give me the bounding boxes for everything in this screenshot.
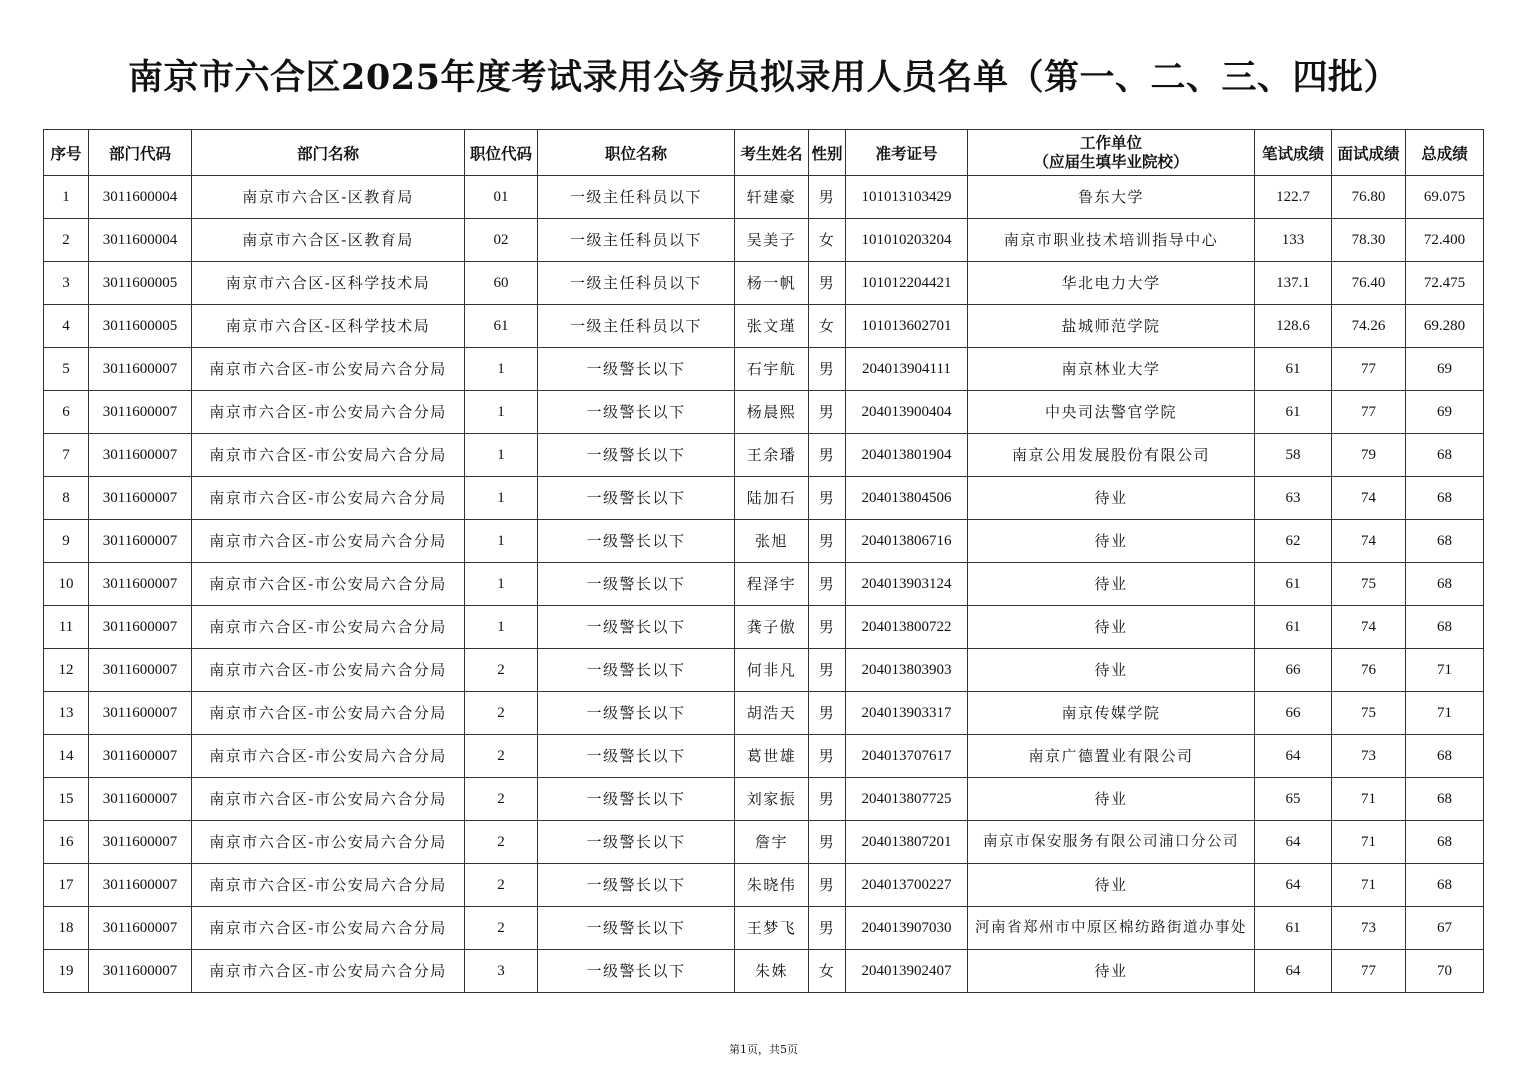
cell-gender: 男: [809, 606, 846, 649]
cell-employer: 待业: [968, 649, 1255, 692]
cell-index: 13: [44, 692, 89, 735]
cell-interview: 77: [1332, 348, 1406, 391]
cell-written: 61: [1255, 391, 1332, 434]
cell-written: 122.7: [1255, 176, 1332, 219]
cell-dept-name: 南京市六合区-市公安局六合分局: [192, 606, 465, 649]
cell-pos-code: 2: [465, 778, 538, 821]
cell-gender: 男: [809, 391, 846, 434]
cell-dept-code: 3011600007: [89, 434, 192, 477]
cell-written: 137.1: [1255, 262, 1332, 305]
cell-dept-name: 南京市六合区-市公安局六合分局: [192, 692, 465, 735]
cell-pos-code: 2: [465, 735, 538, 778]
cell-pos-name: 一级警长以下: [538, 778, 735, 821]
cell-total: 70: [1406, 950, 1484, 993]
cell-interview: 79: [1332, 434, 1406, 477]
cell-ticket: 204013904111: [846, 348, 968, 391]
table-row: [44, 907, 1484, 950]
table-row: [44, 477, 1484, 520]
cell-dept-name: 南京市六合区-市公安局六合分局: [192, 864, 465, 907]
cell-ticket: 204013807725: [846, 778, 968, 821]
cell-written: 65: [1255, 778, 1332, 821]
cell-name: 张文瑾: [735, 305, 809, 348]
cell-gender: 男: [809, 692, 846, 735]
cell-index: 2: [44, 219, 89, 262]
cell-dept-name: 南京市六合区-市公安局六合分局: [192, 348, 465, 391]
header-interview: 面试成绩: [1332, 130, 1406, 176]
cell-pos-code: 2: [465, 907, 538, 950]
cell-written: 61: [1255, 563, 1332, 606]
cell-gender: 男: [809, 176, 846, 219]
cell-dept-code: 3011600007: [89, 606, 192, 649]
table-row: [44, 821, 1484, 864]
cell-gender: 男: [809, 778, 846, 821]
cell-dept-code: 3011600007: [89, 520, 192, 563]
cell-pos-name: 一级警长以下: [538, 692, 735, 735]
table-header-row: [44, 130, 1484, 176]
cell-pos-code: 2: [465, 692, 538, 735]
cell-total: 72.400: [1406, 219, 1484, 262]
table-row: [44, 735, 1484, 778]
table-row: [44, 434, 1484, 477]
cell-dept-code: 3011600007: [89, 821, 192, 864]
cell-total: 71: [1406, 692, 1484, 735]
cell-ticket: 204013707617: [846, 735, 968, 778]
cell-name: 葛世雄: [735, 735, 809, 778]
cell-interview: 75: [1332, 563, 1406, 606]
cell-written: 64: [1255, 735, 1332, 778]
cell-index: 8: [44, 477, 89, 520]
cell-employer: 待业: [968, 950, 1255, 993]
cell-interview: 71: [1332, 821, 1406, 864]
cell-written: 133: [1255, 219, 1332, 262]
cell-pos-name: 一级主任科员以下: [538, 219, 735, 262]
cell-written: 58: [1255, 434, 1332, 477]
header-ticket: 准考证号: [846, 130, 968, 176]
cell-interview: 73: [1332, 907, 1406, 950]
cell-written: 64: [1255, 821, 1332, 864]
cell-name: 王梦飞: [735, 907, 809, 950]
cell-name: 胡浩天: [735, 692, 809, 735]
cell-written: 128.6: [1255, 305, 1332, 348]
cell-written: 62: [1255, 520, 1332, 563]
cell-index: 15: [44, 778, 89, 821]
cell-pos-name: 一级警长以下: [538, 735, 735, 778]
header-employer-line1: 工作单位: [1079, 133, 1142, 152]
cell-gender: 男: [809, 348, 846, 391]
cell-pos-code: 3: [465, 950, 538, 993]
cell-written: 63: [1255, 477, 1332, 520]
header-employer: [968, 130, 1255, 176]
cell-pos-code: 1: [465, 391, 538, 434]
cell-name: 陆加石: [735, 477, 809, 520]
cell-dept-code: 3011600007: [89, 391, 192, 434]
table-row: [44, 262, 1484, 305]
cell-employer: 南京林业大学: [968, 348, 1255, 391]
cell-name: 朱姝: [735, 950, 809, 993]
cell-pos-name: 一级警长以下: [538, 563, 735, 606]
cell-dept-code: 3011600007: [89, 778, 192, 821]
cell-written: 61: [1255, 606, 1332, 649]
cell-name: 何非凡: [735, 649, 809, 692]
header-total: 总成绩: [1406, 130, 1484, 176]
cell-employer: 南京公用发展股份有限公司: [968, 434, 1255, 477]
cell-employer: 南京广德置业有限公司: [968, 735, 1255, 778]
cell-interview: 74: [1332, 606, 1406, 649]
cell-gender: 女: [809, 219, 846, 262]
cell-dept-name: 南京市六合区-市公安局六合分局: [192, 950, 465, 993]
cell-name: 龚子傲: [735, 606, 809, 649]
cell-total: 68: [1406, 735, 1484, 778]
cell-dept-code: 3011600007: [89, 563, 192, 606]
cell-gender: 女: [809, 305, 846, 348]
cell-employer: 待业: [968, 864, 1255, 907]
cell-written: 64: [1255, 864, 1332, 907]
cell-employer: 待业: [968, 778, 1255, 821]
cell-gender: 男: [809, 262, 846, 305]
cell-name: 石宇航: [735, 348, 809, 391]
cell-dept-code: 3011600004: [89, 176, 192, 219]
cell-interview: 71: [1332, 864, 1406, 907]
cell-ticket: 204013803903: [846, 649, 968, 692]
cell-dept-name: 南京市六合区-区教育局: [192, 176, 465, 219]
cell-gender: 男: [809, 907, 846, 950]
cell-employer: 待业: [968, 606, 1255, 649]
cell-index: 18: [44, 907, 89, 950]
cell-name: 杨一帆: [735, 262, 809, 305]
cell-name: 吴美子: [735, 219, 809, 262]
cell-name: 王余璠: [735, 434, 809, 477]
cell-written: 64: [1255, 950, 1332, 993]
cell-ticket: 204013807201: [846, 821, 968, 864]
cell-dept-code: 3011600007: [89, 864, 192, 907]
cell-employer: 待业: [968, 520, 1255, 563]
cell-index: 16: [44, 821, 89, 864]
cell-pos-name: 一级警长以下: [538, 950, 735, 993]
table-row: [44, 391, 1484, 434]
cell-pos-code: 01: [465, 176, 538, 219]
cell-gender: 女: [809, 950, 846, 993]
cell-ticket: 204013806716: [846, 520, 968, 563]
cell-name: 詹宇: [735, 821, 809, 864]
cell-index: 11: [44, 606, 89, 649]
cell-gender: 男: [809, 477, 846, 520]
cell-name: 朱晓伟: [735, 864, 809, 907]
table-row: [44, 219, 1484, 262]
cell-ticket: 204013800722: [846, 606, 968, 649]
cell-pos-name: 一级警长以下: [538, 821, 735, 864]
cell-index: 6: [44, 391, 89, 434]
cell-ticket: 204013903317: [846, 692, 968, 735]
cell-pos-name: 一级警长以下: [538, 606, 735, 649]
header-index: 序号: [44, 130, 89, 176]
cell-total: 72.475: [1406, 262, 1484, 305]
cell-name: 轩建豪: [735, 176, 809, 219]
cell-interview: 77: [1332, 950, 1406, 993]
cell-index: 4: [44, 305, 89, 348]
cell-dept-code: 3011600007: [89, 692, 192, 735]
cell-dept-code: 3011600007: [89, 348, 192, 391]
cell-pos-name: 一级警长以下: [538, 434, 735, 477]
cell-employer: 鲁东大学: [968, 176, 1255, 219]
cell-employer: 南京市保安服务有限公司浦口分公司: [968, 821, 1255, 864]
cell-dept-code: 3011600004: [89, 219, 192, 262]
cell-written: 61: [1255, 348, 1332, 391]
cell-pos-code: 2: [465, 864, 538, 907]
cell-total: 68: [1406, 864, 1484, 907]
cell-dept-code: 3011600007: [89, 649, 192, 692]
cell-gender: 男: [809, 563, 846, 606]
cell-ticket: 204013902407: [846, 950, 968, 993]
header-pos-name: 职位名称: [538, 130, 735, 176]
cell-pos-name: 一级主任科员以下: [538, 176, 735, 219]
cell-total: 71: [1406, 649, 1484, 692]
cell-interview: 76.40: [1332, 262, 1406, 305]
header-pos-code: 职位代码: [465, 130, 538, 176]
cell-index: 3: [44, 262, 89, 305]
cell-interview: 74: [1332, 520, 1406, 563]
cell-total: 68: [1406, 563, 1484, 606]
cell-name: 刘家振: [735, 778, 809, 821]
cell-index: 10: [44, 563, 89, 606]
cell-total: 69.075: [1406, 176, 1484, 219]
cell-ticket: 204013903124: [846, 563, 968, 606]
cell-dept-code: 3011600007: [89, 950, 192, 993]
cell-pos-name: 一级警长以下: [538, 520, 735, 563]
table-row: [44, 305, 1484, 348]
cell-dept-name: 南京市六合区-市公安局六合分局: [192, 391, 465, 434]
cell-name: 张旭: [735, 520, 809, 563]
cell-employer: 南京市职业技术培训指导中心: [968, 219, 1255, 262]
cell-total: 69: [1406, 391, 1484, 434]
cell-pos-code: 61: [465, 305, 538, 348]
cell-employer: 河南省郑州市中原区棉纺路街道办事处: [968, 907, 1255, 950]
cell-employer: 中央司法警官学院: [968, 391, 1255, 434]
cell-interview: 76.80: [1332, 176, 1406, 219]
cell-total: 68: [1406, 520, 1484, 563]
cell-interview: 75: [1332, 692, 1406, 735]
cell-written: 61: [1255, 907, 1332, 950]
header-dept-name: 部门名称: [192, 130, 465, 176]
cell-total: 68: [1406, 778, 1484, 821]
cell-dept-name: 南京市六合区-区科学技术局: [192, 262, 465, 305]
header-employer-line2: （应届生填毕业院校）: [1033, 152, 1189, 171]
cell-gender: 男: [809, 821, 846, 864]
cell-ticket: 204013700227: [846, 864, 968, 907]
cell-ticket: 204013907030: [846, 907, 968, 950]
cell-total: 68: [1406, 477, 1484, 520]
cell-pos-name: 一级主任科员以下: [538, 262, 735, 305]
cell-written: 66: [1255, 692, 1332, 735]
cell-pos-name: 一级警长以下: [538, 477, 735, 520]
cell-pos-name: 一级主任科员以下: [538, 305, 735, 348]
cell-ticket: 204013801904: [846, 434, 968, 477]
table-row: [44, 348, 1484, 391]
cell-dept-name: 南京市六合区-市公安局六合分局: [192, 821, 465, 864]
cell-total: 68: [1406, 606, 1484, 649]
cell-dept-name: 南京市六合区-市公安局六合分局: [192, 778, 465, 821]
cell-index: 12: [44, 649, 89, 692]
table-body: [44, 176, 1484, 993]
cell-employer: 南京传媒学院: [968, 692, 1255, 735]
cell-index: 1: [44, 176, 89, 219]
cell-pos-name: 一级警长以下: [538, 864, 735, 907]
cell-name: 程泽宇: [735, 563, 809, 606]
cell-pos-code: 1: [465, 434, 538, 477]
cell-gender: 男: [809, 520, 846, 563]
table-row: [44, 649, 1484, 692]
cell-dept-name: 南京市六合区-区科学技术局: [192, 305, 465, 348]
cell-pos-name: 一级警长以下: [538, 649, 735, 692]
cell-gender: 男: [809, 864, 846, 907]
cell-index: 19: [44, 950, 89, 993]
cell-interview: 76: [1332, 649, 1406, 692]
cell-index: 17: [44, 864, 89, 907]
page-title: 南京市六合区2025年度考试录用公务员拟录用人员名单（第一、二、三、四批）: [128, 57, 1399, 98]
cell-index: 5: [44, 348, 89, 391]
cell-dept-code: 3011600005: [89, 305, 192, 348]
cell-employer: 待业: [968, 477, 1255, 520]
cell-pos-code: 1: [465, 477, 538, 520]
cell-total: 67: [1406, 907, 1484, 950]
table-row: [44, 950, 1484, 993]
table-row: [44, 176, 1484, 219]
cell-interview: 78.30: [1332, 219, 1406, 262]
cell-dept-name: 南京市六合区-市公安局六合分局: [192, 907, 465, 950]
table-row: [44, 778, 1484, 821]
cell-pos-code: 60: [465, 262, 538, 305]
cell-ticket: 101013602701: [846, 305, 968, 348]
cell-total: 69: [1406, 348, 1484, 391]
cell-pos-code: 1: [465, 348, 538, 391]
cell-interview: 74: [1332, 477, 1406, 520]
cell-pos-name: 一级警长以下: [538, 907, 735, 950]
cell-gender: 男: [809, 434, 846, 477]
cell-interview: 71: [1332, 778, 1406, 821]
cell-ticket: 101013103429: [846, 176, 968, 219]
cell-dept-code: 3011600005: [89, 262, 192, 305]
cell-pos-code: 2: [465, 649, 538, 692]
cell-dept-name: 南京市六合区-市公安局六合分局: [192, 649, 465, 692]
cell-employer: 待业: [968, 563, 1255, 606]
candidate-table: [43, 129, 1484, 993]
cell-index: 14: [44, 735, 89, 778]
table-row: [44, 864, 1484, 907]
cell-dept-code: 3011600007: [89, 907, 192, 950]
cell-ticket: 204013900404: [846, 391, 968, 434]
cell-dept-name: 南京市六合区-市公安局六合分局: [192, 735, 465, 778]
cell-dept-code: 3011600007: [89, 477, 192, 520]
table-row: [44, 606, 1484, 649]
cell-interview: 77: [1332, 391, 1406, 434]
cell-ticket: 101012204421: [846, 262, 968, 305]
cell-index: 7: [44, 434, 89, 477]
cell-dept-name: 南京市六合区-区教育局: [192, 219, 465, 262]
cell-gender: 男: [809, 649, 846, 692]
cell-total: 68: [1406, 434, 1484, 477]
cell-ticket: 204013804506: [846, 477, 968, 520]
header-name: 考生姓名: [735, 130, 809, 176]
cell-gender: 男: [809, 735, 846, 778]
cell-written: 66: [1255, 649, 1332, 692]
table-row: [44, 692, 1484, 735]
cell-pos-code: 1: [465, 606, 538, 649]
cell-pos-name: 一级警长以下: [538, 391, 735, 434]
cell-total: 69.280: [1406, 305, 1484, 348]
cell-pos-code: 1: [465, 563, 538, 606]
cell-pos-code: 1: [465, 520, 538, 563]
cell-pos-name: 一级警长以下: [538, 348, 735, 391]
header-dept-code: 部门代码: [89, 130, 192, 176]
cell-interview: 74.26: [1332, 305, 1406, 348]
cell-dept-name: 南京市六合区-市公安局六合分局: [192, 477, 465, 520]
cell-employer: 盐城师范学院: [968, 305, 1255, 348]
cell-total: 68: [1406, 821, 1484, 864]
cell-dept-name: 南京市六合区-市公安局六合分局: [192, 520, 465, 563]
cell-interview: 73: [1332, 735, 1406, 778]
cell-pos-code: 2: [465, 821, 538, 864]
cell-employer: 华北电力大学: [968, 262, 1255, 305]
cell-dept-code: 3011600007: [89, 735, 192, 778]
table-row: [44, 520, 1484, 563]
cell-ticket: 101010203204: [846, 219, 968, 262]
cell-pos-code: 02: [465, 219, 538, 262]
header-gender: 性别: [809, 130, 846, 176]
cell-name: 杨晨熙: [735, 391, 809, 434]
cell-dept-name: 南京市六合区-市公安局六合分局: [192, 434, 465, 477]
header-written: 笔试成绩: [1255, 130, 1332, 176]
page-number: 第1页，共5页: [729, 1043, 798, 1056]
cell-dept-name: 南京市六合区-市公安局六合分局: [192, 563, 465, 606]
cell-index: 9: [44, 520, 89, 563]
table-row: [44, 563, 1484, 606]
